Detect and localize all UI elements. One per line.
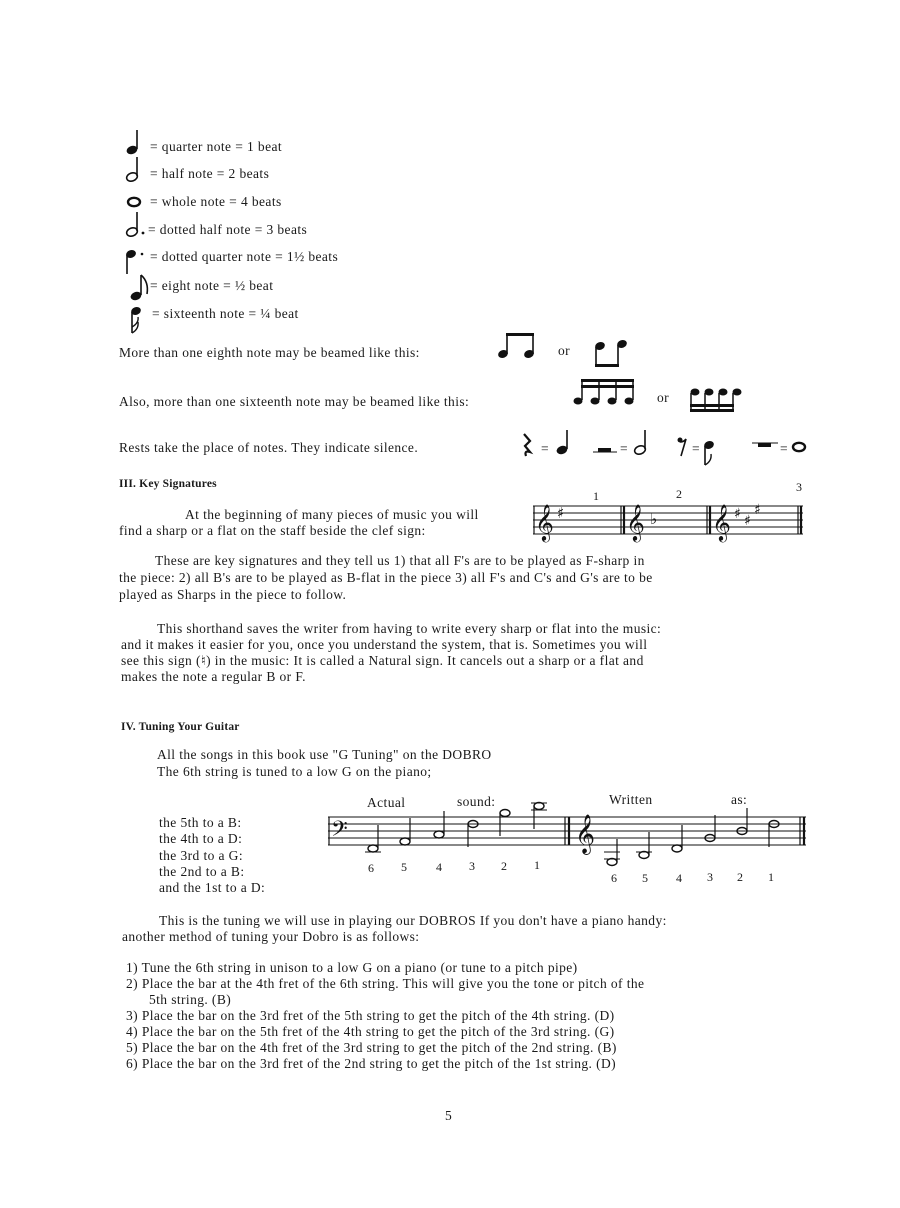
svg-text:𝄞: 𝄞	[575, 814, 596, 854]
sound-label: sound:	[457, 794, 496, 809]
sixteenth-note-icon	[130, 303, 152, 335]
tuning-step-4: 4) Place the bar on the 5th fret of the 4th string to get the pitch of the 3rd string. (G)	[126, 1024, 615, 1039]
key-sig-para2-line1: This shorthand saves the writer from having to write every sharp or flat into the music:	[157, 621, 662, 636]
tuning-string-2: the 2nd to a B:	[159, 864, 245, 879]
key-sig-label-3: 3	[796, 480, 802, 494]
key-sig-intro-1: At the beginning of many pieces of music you will	[185, 507, 479, 522]
sixteenth-note-text: = sixteenth note = ¼ beat	[152, 306, 299, 321]
tuning-step-3: 3) Place the bar on the 3rd fret of the 5th string to get the pitch of the 4th string. (D)	[126, 1008, 615, 1023]
quarter-rest-icon	[520, 432, 534, 458]
key-sig-para2-line2: and it makes it easier for you, once you understand the system, that is. Sometimes you will	[121, 637, 648, 652]
actual-label: Actual	[367, 795, 406, 810]
tuning-step-2-cont: 5th string. (B)	[149, 992, 232, 1007]
written-string-6: 6	[611, 871, 617, 885]
rest-whole-note-icon	[790, 440, 808, 454]
written-string-1: 1	[768, 870, 774, 884]
key-signature-staff	[533, 484, 805, 550]
written-label: Written	[609, 792, 653, 807]
rest-eighth-note-icon	[703, 437, 721, 467]
tuning-para-line2: another method of tuning your Dobro is as follows:	[122, 929, 420, 944]
rest-equals-4: =	[780, 441, 789, 456]
svg-text:♯: ♯	[734, 506, 741, 522]
tuning-string-4: the 4th to a D:	[159, 831, 243, 846]
as-label: as:	[731, 792, 748, 807]
svg-text:♯: ♯	[754, 502, 761, 518]
svg-text:𝄢: 𝄢	[331, 817, 348, 847]
tuning-heading: IV. Tuning Your Guitar	[121, 721, 240, 733]
key-sig-para1-line1: These are key signatures and they tell us 1) that all F's are to be played as F-sharp in	[155, 553, 645, 568]
written-string-3: 3	[707, 870, 713, 884]
beam-or-2: or	[657, 390, 670, 405]
eighth-note-text: = eight note = ½ beat	[150, 278, 274, 293]
svg-text:♯: ♯	[744, 513, 751, 529]
eighth-rest-icon	[676, 436, 688, 458]
tuning-string-3: the 3rd to a G:	[159, 848, 243, 863]
actual-string-4: 4	[436, 860, 442, 874]
tuning-step-1: 1) Tune the 6th string in unison to a low G on a piano (or tune to a pitch pipe)	[126, 960, 578, 975]
whole-note-icon	[124, 193, 146, 211]
key-sig-intro-2: find a sharp or a flat on the staff beside the clef sign:	[119, 523, 426, 538]
rest-half-note-icon	[632, 428, 652, 458]
half-rest-icon	[593, 444, 617, 454]
key-sig-para1-line3: played as Sharps in the piece to follow.	[119, 587, 347, 602]
written-string-2: 2	[737, 870, 743, 884]
actual-string-1: 1	[534, 858, 540, 872]
key-sig-para1-line2: the piece: 2) all B's are to be played as B-flat in the piece 3) all F's and C's and G's are to be	[119, 570, 653, 585]
rest-equals-3: =	[692, 441, 701, 456]
tuning-string-1: and the 1st to a D:	[159, 880, 266, 895]
key-signatures-heading: III. Key Signatures	[119, 478, 217, 490]
tuning-staff	[328, 795, 808, 875]
tuning-step-6: 6) Place the bar on the 3rd fret of the 2nd string to get the pitch of the 1st string. (D)	[126, 1056, 617, 1071]
beamed-sixteenths-icon	[572, 376, 638, 408]
dotted-half-note-text: = dotted half note = 3 beats	[148, 222, 308, 237]
half-note-icon	[124, 155, 144, 185]
rest-equals-1: =	[541, 441, 550, 456]
page-number: 5	[445, 1108, 453, 1123]
key-sig-para2-line3: see this sign (♮) in the music: It is called a Natural sign. It cancels out a sharp or a flat and	[121, 653, 644, 668]
actual-string-2: 2	[501, 859, 507, 873]
key-sig-label-2: 2	[676, 487, 682, 501]
key-sig-para2-line4: makes the note a regular B or F.	[121, 669, 306, 684]
half-note-text: = half note = 2 beats	[150, 166, 270, 181]
beam-or-1: or	[558, 343, 571, 358]
tuning-step-5: 5) Place the bar on the 4th fret of the 3rd string to get the pitch of the 2nd string. (B)	[126, 1040, 617, 1055]
whole-note-text: = whole note = 4 beats	[150, 194, 282, 209]
svg-text:♭: ♭	[650, 510, 658, 528]
svg-text:𝄞: 𝄞	[535, 503, 554, 541]
eighth-beam-text: More than one eighth note may be beamed like this:	[119, 345, 420, 360]
quarter-note-text: = quarter note = 1 beat	[150, 139, 283, 154]
svg-text:𝄞: 𝄞	[626, 503, 645, 541]
beamed-eighths-down-icon	[594, 338, 630, 372]
actual-string-3: 3	[469, 859, 475, 873]
rest-equals-2: =	[620, 441, 629, 456]
tuning-intro-2: The 6th string is tuned to a low G on the piano;	[157, 764, 432, 779]
eighth-note-icon	[128, 272, 152, 304]
rests-text: Rests take the place of notes. They indicate silence.	[119, 440, 419, 455]
tuning-string-5: the 5th to a B:	[159, 815, 242, 830]
beamed-eighths-icon	[498, 330, 540, 362]
svg-text:𝄞: 𝄞	[712, 503, 731, 541]
quarter-note-icon	[124, 128, 144, 158]
sixteenth-beam-text: Also, more than one sixteenth note may be beamed like this:	[119, 394, 470, 409]
tuning-para-line1: This is the tuning we will use in playing our DOBROS If you don't have a piano handy:	[159, 913, 667, 928]
rest-quarter-note-icon	[554, 428, 574, 458]
svg-text:♯: ♯	[557, 504, 565, 522]
key-sig-label-1: 1	[593, 489, 599, 503]
beamed-sixteenths-down-icon	[690, 386, 746, 418]
written-string-4: 4	[676, 871, 682, 885]
actual-string-5: 5	[401, 860, 407, 874]
tuning-intro-1: All the songs in this book use "G Tuning" on the DOBRO	[157, 747, 492, 762]
whole-rest-icon	[752, 440, 778, 450]
actual-string-6: 6	[368, 861, 374, 875]
tuning-step-2: 2) Place the bar at the 4th fret of the 6th string. This will give you the tone or pitch of the	[126, 976, 645, 991]
written-string-5: 5	[642, 871, 648, 885]
dotted-quarter-note-text: = dotted quarter note = 1½ beats	[150, 249, 339, 264]
